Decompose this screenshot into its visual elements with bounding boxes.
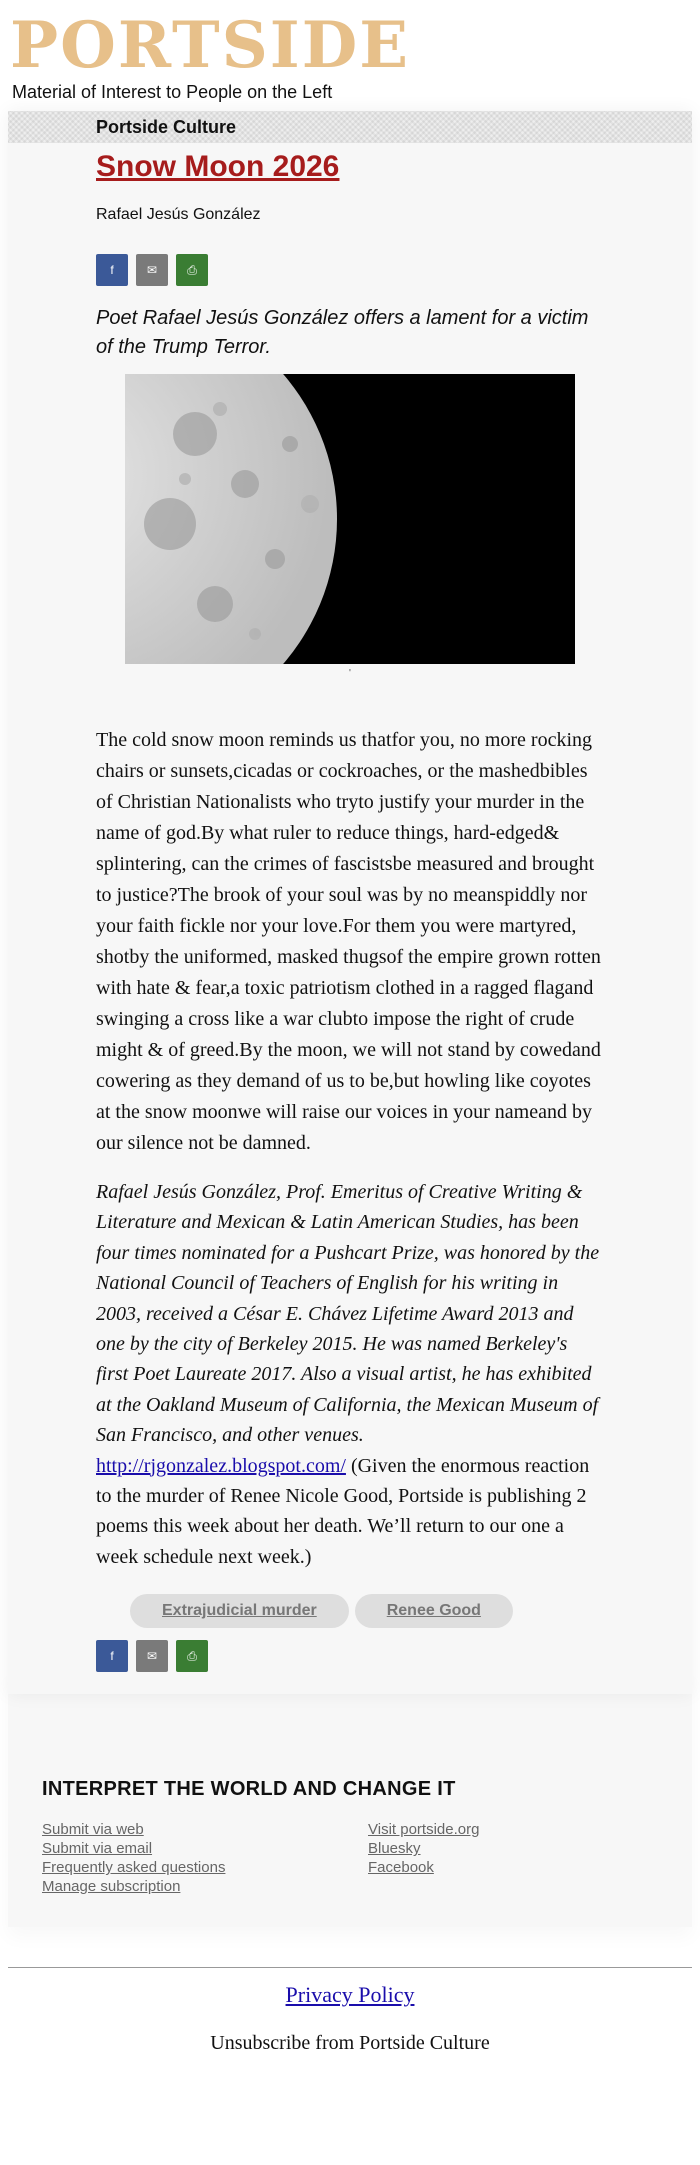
site-tagline: Material of Interest to People on the Left [12, 82, 333, 102]
email-share-button-bottom[interactable] [136, 1640, 168, 1672]
section-label: Portside Culture [96, 117, 237, 137]
visit-portside-link[interactable]: Visit portside.org [368, 1821, 480, 1839]
privacy-policy-link[interactable]: Privacy Policy [285, 1982, 415, 2008]
facebook-link[interactable]: Facebook [368, 1859, 434, 1877]
faq-link[interactable]: Frequently asked questions [42, 1859, 226, 1877]
article-title-link[interactable] [96, 150, 339, 184]
portside-logo[interactable]: PORTSIDE [10, 8, 410, 83]
article-dek: Poet Rafael Jesús González offers a lament for a victim of the Trump Terror. [96, 307, 589, 358]
article-title: Snow Moon 2026 [96, 150, 340, 183]
poem-text: The cold snow moon reminds us thatfor you, no more rocking chairs or sunsets,cicadas or cockroaches, or the mashedbibles of Christian Nationalists who tryto justify your murder in the name of god.By what ruler to reduce things, hard-edged& splintering, can the crimes of fascistsbe measured and brought to justice?The brook of your soul was by no meanspiddly nor your faith fickle nor your love.For them you were martyred, shotby the uniformed, masked thugsof the empire grown rotten with hate & fear,a toxic patriotism clothed in a ragged flagand swinging a cross like a war clubto impose the right of crude might & of greed.By the moon, we will not stand by cowedand cowering as they demand of us to be,but howling like coyotes at the snow moonwe will raise our voices in your nameand by our silence not be damned. [96, 729, 601, 1154]
moon-image [125, 374, 575, 664]
article-author: Rafael Jesús González [96, 206, 261, 223]
print-share-button-bottom[interactable] [176, 1640, 208, 1672]
submit-via-web-link[interactable]: Submit via web [42, 1821, 144, 1839]
facebook-icon: f [110, 263, 114, 277]
bottom-links [0, 1982, 700, 2055]
footer-empty-cell [368, 1878, 658, 1895]
print-icon: ⎙ [187, 262, 197, 277]
footer-card [8, 1672, 692, 1927]
facebook-icon: f [110, 1649, 114, 1664]
tag-extrajudicial-murder[interactable]: Extrajudicial murder [130, 1594, 349, 1628]
share-row-top [96, 254, 604, 286]
image-caption: ' [349, 668, 351, 679]
bluesky-link[interactable]: Bluesky [368, 1840, 421, 1858]
unsubscribe-text[interactable]: Unsubscribe from Portside Culture [210, 2032, 490, 2055]
footer-heading: INTERPRET THE WORLD AND CHANGE IT [42, 1778, 456, 1801]
print-share-button[interactable] [176, 254, 208, 286]
print-icon: ⎙ [187, 1648, 197, 1663]
bio-italic: Rafael Jesús González, Prof. Emeritus of Creative Writing & Literature and Mexican & Latin American Studies, has been four times nominated for a Pushcart Prize, was honored by the National Council of Teachers of English for his writing in 2003, received a César E. Chávez Lifetime Award 2013 and one by the city of Berkeley 2015. He was named Berkeley's first Poet Laureate 2017. Also a visual artist, he has exhibited at the Oakland Museum of California, the Mexican Museum of San Francisco, and other venues. [96, 1181, 600, 1447]
email-share-button[interactable] [136, 254, 168, 286]
submit-via-email-link[interactable]: Submit via email [42, 1840, 153, 1858]
author-bio [96, 1177, 604, 1572]
footer-links [42, 1821, 658, 1895]
footer-divider [8, 1967, 692, 1968]
masthead [0, 0, 700, 111]
facebook-share-button[interactable] [96, 254, 128, 286]
bio-tail: (Given the enormous reaction to the murder of Renee Nicole Good, Portside is publishing 2 poems this week about her death. We’ll return to our one a week schedule next week.) [96, 1454, 590, 1568]
blog-link[interactable]: http://rjgonzalez.blogspot.com/ [96, 1454, 346, 1477]
share-row-bottom [96, 1640, 692, 1672]
manage-subscription-link[interactable]: Manage subscription [42, 1878, 181, 1896]
email-icon: ✉ [146, 263, 158, 277]
article-card [8, 111, 692, 1694]
email-icon: ✉ [146, 1649, 158, 1664]
tag-renee-good[interactable]: Renee Good [355, 1594, 513, 1628]
article [8, 117, 692, 1572]
tag-list [8, 1594, 692, 1628]
moon-illustration [125, 374, 575, 664]
facebook-share-button-bottom[interactable] [96, 1640, 128, 1672]
